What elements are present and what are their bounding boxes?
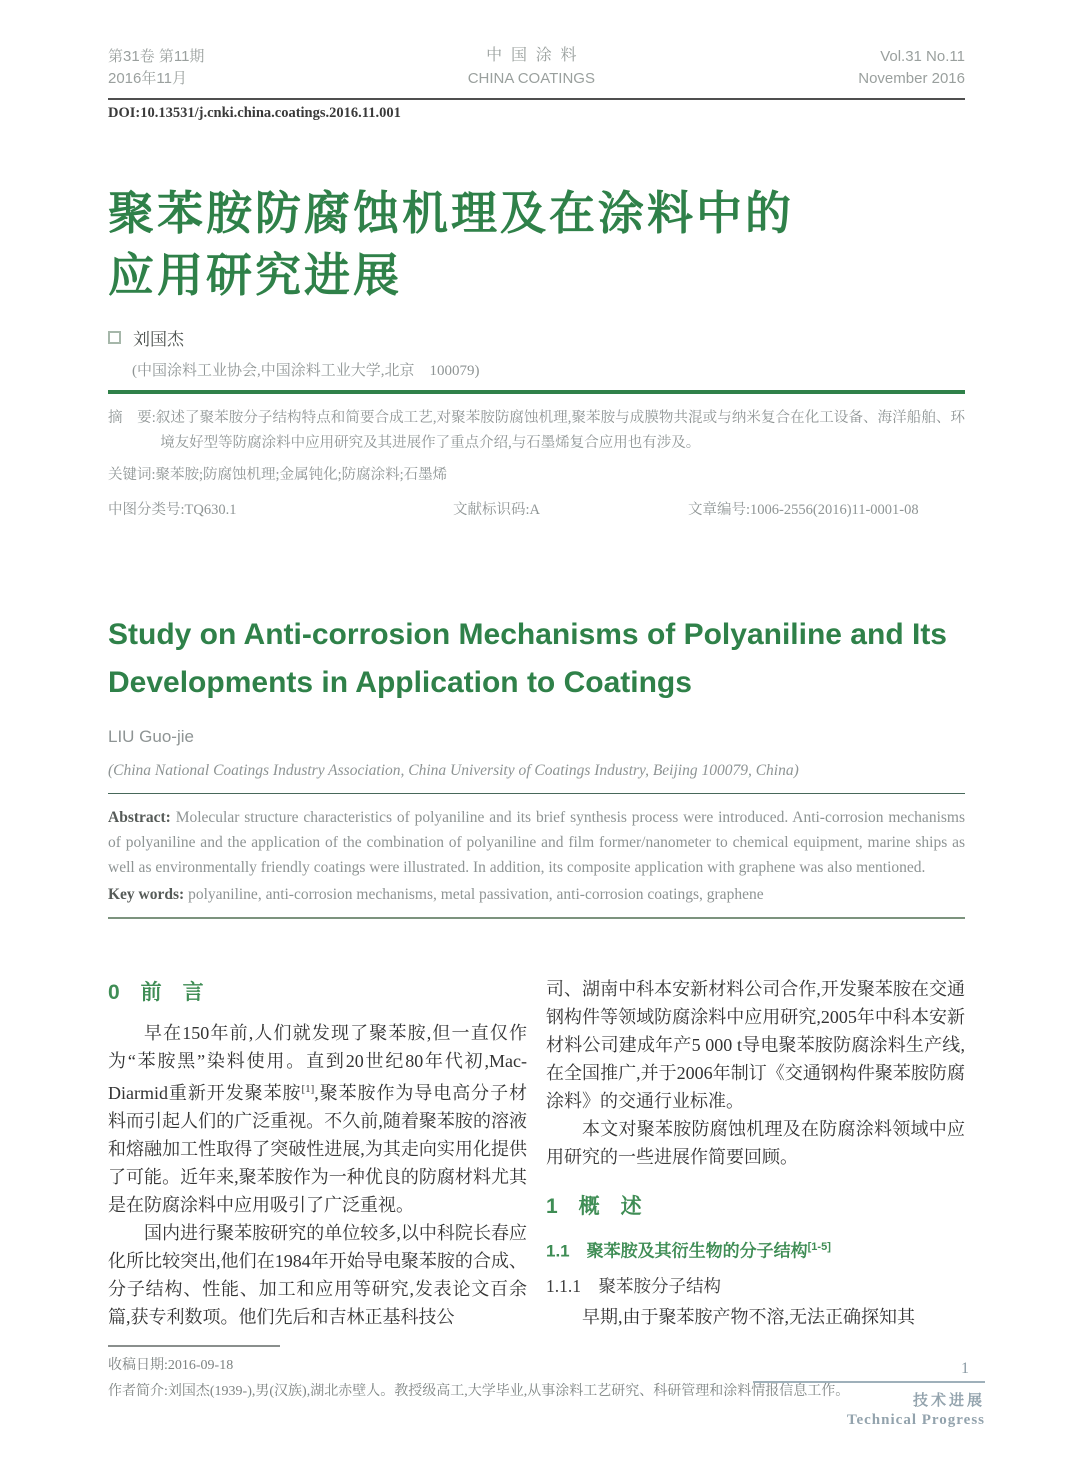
citation-ref: [1] (301, 1082, 315, 1095)
document-code: 文献标识码:A (453, 501, 541, 518)
body-column-left (108, 975, 527, 1332)
subsection-heading-1-1-1: 1.1.1 聚苯胺分子结构 (546, 1276, 721, 1297)
date-en: November 2016 (858, 70, 965, 87)
page-footer (753, 1360, 985, 1429)
keywords-en-label: Key words: (108, 886, 185, 904)
abstract-en-label: Abstract: (108, 809, 171, 827)
volume-issue-en: Vol.31 No.11 (880, 47, 965, 65)
journal-name-en: CHINA COATINGS (467, 70, 595, 87)
column-section-en: Technical Progress (846, 1412, 985, 1428)
keywords-cn (108, 463, 965, 488)
abstract-cn-text: 叙述了聚苯胺分子结构特点和简要合成工艺,对聚苯胺防腐蚀机理,聚苯胺与成膜物共混或与纳米复合在化工设备、海洋船舶、环境友好型等防腐涂料中应用研究及其进展作了重点介绍,与石墨烯复合应用也有涉及。 (155, 409, 965, 451)
classification-row (108, 498, 965, 523)
divider-green-muted (108, 917, 965, 919)
body-column-right (546, 975, 965, 1332)
section-heading-0-foreword: 0 前 言 (108, 980, 204, 1004)
masthead-left (108, 46, 204, 91)
body-paragraph: 本文对聚苯胺防腐蚀机理及在防腐涂料领域中应用研究的一些进展作简要回顾。 (546, 1118, 965, 1167)
abstract-cn (108, 406, 965, 457)
abstract-en-block (108, 805, 965, 907)
abstract-en (108, 805, 965, 880)
citation-ref: [1-5] (807, 1240, 831, 1253)
abstract-en-text: Molecular structure characteristics of polyaniline and its brief synthesis process were introduced. Anti-corrosion mechanisms of polyaniline and the application of the combination of polyaniline and film former/nanometer to chemical equipment, marine ships as well as environmentally friendly coatings were illustrated. In addition, its composite application with graphene was also mentioned. (108, 809, 965, 877)
masthead-right (858, 46, 965, 91)
keywords-cn-text: 聚苯胺;防腐蚀机理;金属钝化;防腐涂料;石墨烯 (155, 467, 448, 484)
body-paragraph: 国内进行聚苯胺研究的单位较多,以中科院长春应化所比较突出,他们在1984年开始导电聚苯胺的合成、分子结构、性能、加工和应用等研究,发表论文百余篇,获专利数项。他们先后和吉林正基科技公 (108, 1222, 527, 1327)
footer-rule (753, 1381, 985, 1383)
body-paragraph: 早期,由于聚苯胺产物不溶,无法正确探知其 (582, 1307, 915, 1328)
divider-thick-green (108, 390, 965, 394)
clc-number: 中图分类号:TQ630.1 (108, 501, 237, 518)
keywords-en-text: polyaniline, anti-corrosion mechanisms, metal passivation, anti-corrosion coatings, graphene (184, 886, 764, 904)
article-id: 文章编号:1006-2556(2016)11-0001-08 (688, 501, 919, 518)
journal-name-cn: 中国涂料 (486, 47, 586, 64)
keywords-en (108, 882, 965, 907)
author-name-cn: 刘国杰 (133, 329, 184, 349)
body-paragraph: 早在150年前,人们就发现了聚苯胺,但一直仅作为“苯胺黑”染料使用。直到20世纪80年代初,Mac-Diarmid重新开发聚苯胺[1],聚苯胺作为导电高分子材料而引起人们的广泛重视。不久前,随着聚苯胺的溶液和熔融加工性取得了突破性进展,为其走向实用化提供了可能。近年来,聚苯胺作为一种优良的防腐材料尤其是在防腐涂料中应用吸引了广泛重视。 (108, 1022, 527, 1215)
article-title-cn (108, 182, 965, 307)
article-title-cn-line2: 应用研究进展 (108, 249, 402, 302)
column-section-cn: 技术进展 (912, 1393, 985, 1409)
date-cn: 2016年11月 (108, 70, 187, 87)
affiliation-en: (China National Coatings Industry Association, China University of Coatings Industry, Beijing 100079, China) (108, 762, 799, 780)
affiliation-cn: (中国涂料工业协会,中国涂料工业大学,北京 100079) (132, 362, 480, 379)
divider-thin (108, 793, 965, 794)
keywords-cn-label: 关键词: (108, 467, 156, 484)
received-date: 收稿日期:2016-09-18 (108, 1358, 234, 1374)
article-title-en: Study on Anti-corrosion Mechanisms of Polyaniline and Its Developments in Application to Coatings (108, 618, 947, 700)
author-bio: 作者简介:刘国杰(1939-),男(汉族),湖北赤壁人。教授级高工,大学毕业,从事涂料工艺研究、科研管理和涂料情报信息工作。 (108, 1384, 850, 1400)
masthead (108, 44, 965, 100)
masthead-center (468, 44, 595, 91)
abstract-cn-label: 摘 要: (108, 409, 156, 426)
section-heading-1-overview: 1 概 述 (546, 1194, 642, 1218)
footnote-rule (108, 1345, 280, 1347)
author-name-en: LIU Guo-jie (108, 727, 194, 747)
article-title-cn-line1: 聚苯胺防腐蚀机理及在涂料中的 (108, 186, 794, 239)
body-paragraph: 司、湖南中科本安新材料公司合作,开发聚苯胺在交通钢构件等领域防腐涂料中应用研究,2005年中科本安新材料公司建成年产5 000 t导电聚苯胺防腐涂料生产线,在全国推广,并于2006年制订《交通钢构件聚苯胺防腐涂料》的交通行业标准。 (546, 978, 965, 1111)
subsection-heading-1-1: 1.1 聚苯胺及其衍生物的分子结构[1-5] (546, 1240, 831, 1261)
doi: DOI:10.13531/j.cnki.china.coatings.2016.11.001 (108, 104, 401, 121)
article-body (108, 975, 965, 1332)
author-marker-square-icon (108, 331, 121, 344)
author-row (108, 325, 965, 350)
abstract-cn-block (108, 406, 965, 524)
page-number: 1 (961, 1360, 969, 1377)
volume-issue-cn: 第31卷 第11期 (108, 47, 205, 65)
